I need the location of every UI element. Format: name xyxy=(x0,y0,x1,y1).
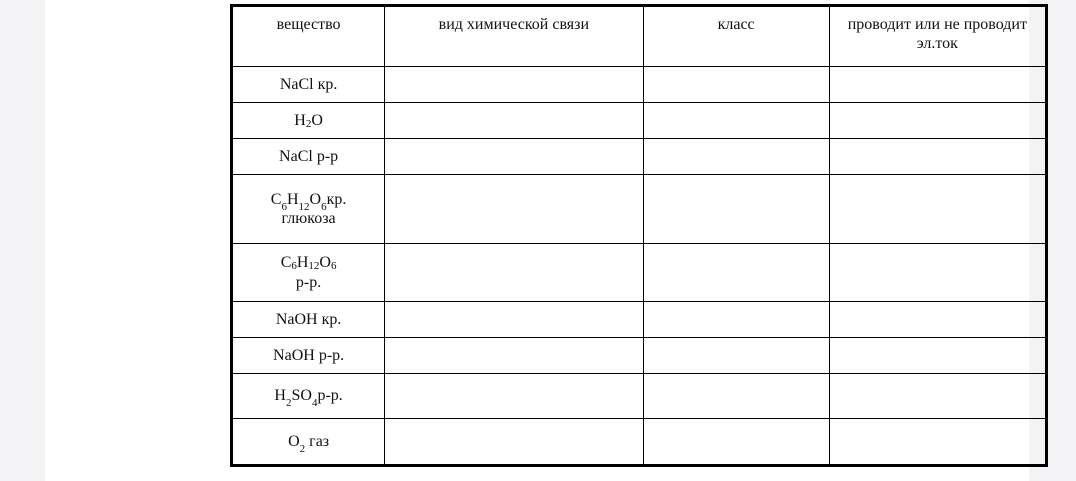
substance-note: р-р. xyxy=(295,273,322,291)
substance-cell: NaOH кр. xyxy=(232,302,385,338)
bond-type-cell xyxy=(385,175,643,244)
table-row xyxy=(232,139,1047,175)
conductivity-cell xyxy=(829,338,1046,374)
table-row xyxy=(232,244,1047,302)
substances-table xyxy=(230,4,1048,467)
substance-cell: $C_6H_{12}O_6кр$. глюкоза xyxy=(232,175,385,244)
table-row xyxy=(232,374,1047,419)
substance-cell: NaCl р-р xyxy=(232,139,385,175)
class-cell xyxy=(643,103,829,139)
table-row xyxy=(232,67,1047,103)
bond-type-cell xyxy=(385,338,643,374)
header-class: класс xyxy=(643,6,829,67)
conductivity-cell xyxy=(829,67,1046,103)
conductivity-cell xyxy=(829,419,1046,466)
conductivity-cell xyxy=(829,374,1046,419)
class-cell xyxy=(643,139,829,175)
class-cell xyxy=(643,419,829,466)
bond-type-cell xyxy=(385,139,643,175)
class-cell xyxy=(643,338,829,374)
substance-cell: $H_2O$ xyxy=(232,103,385,139)
substance-cell: $O_2$ газ xyxy=(232,419,385,466)
conductivity-cell xyxy=(829,175,1046,244)
bond-type-cell xyxy=(385,374,643,419)
table-row xyxy=(232,302,1047,338)
conductivity-cell xyxy=(829,302,1046,338)
class-cell xyxy=(643,374,829,419)
substance-cell: $C_6H_{12}O_6$ р-р. xyxy=(232,244,385,302)
bond-type-cell xyxy=(385,419,643,466)
document-page xyxy=(45,0,1029,481)
bond-type-cell xyxy=(385,103,643,139)
bond-type-cell xyxy=(385,67,643,103)
header-substance: вещество xyxy=(232,6,385,67)
substance-cell: $H_2SO_4р-р$. xyxy=(232,374,385,419)
bond-type-cell xyxy=(385,244,643,302)
substance-cell: NaCl кр. xyxy=(232,67,385,103)
bond-type-cell xyxy=(385,302,643,338)
class-cell xyxy=(643,302,829,338)
header-bond-type: вид химической связи xyxy=(385,6,643,67)
class-cell xyxy=(643,67,829,103)
table-row xyxy=(232,103,1047,139)
class-cell xyxy=(643,175,829,244)
table-row xyxy=(232,419,1047,466)
conductivity-cell xyxy=(829,139,1046,175)
table-row xyxy=(232,338,1047,374)
table-header-row xyxy=(232,6,1047,67)
conductivity-cell xyxy=(829,103,1046,139)
header-conductivity: проводит или не проводит эл.ток xyxy=(829,6,1046,67)
conductivity-cell xyxy=(829,244,1046,302)
table-row xyxy=(232,175,1047,244)
substance-cell: NaOH р-р. xyxy=(232,338,385,374)
class-cell xyxy=(643,244,829,302)
substance-note: глюкоза xyxy=(281,210,336,227)
